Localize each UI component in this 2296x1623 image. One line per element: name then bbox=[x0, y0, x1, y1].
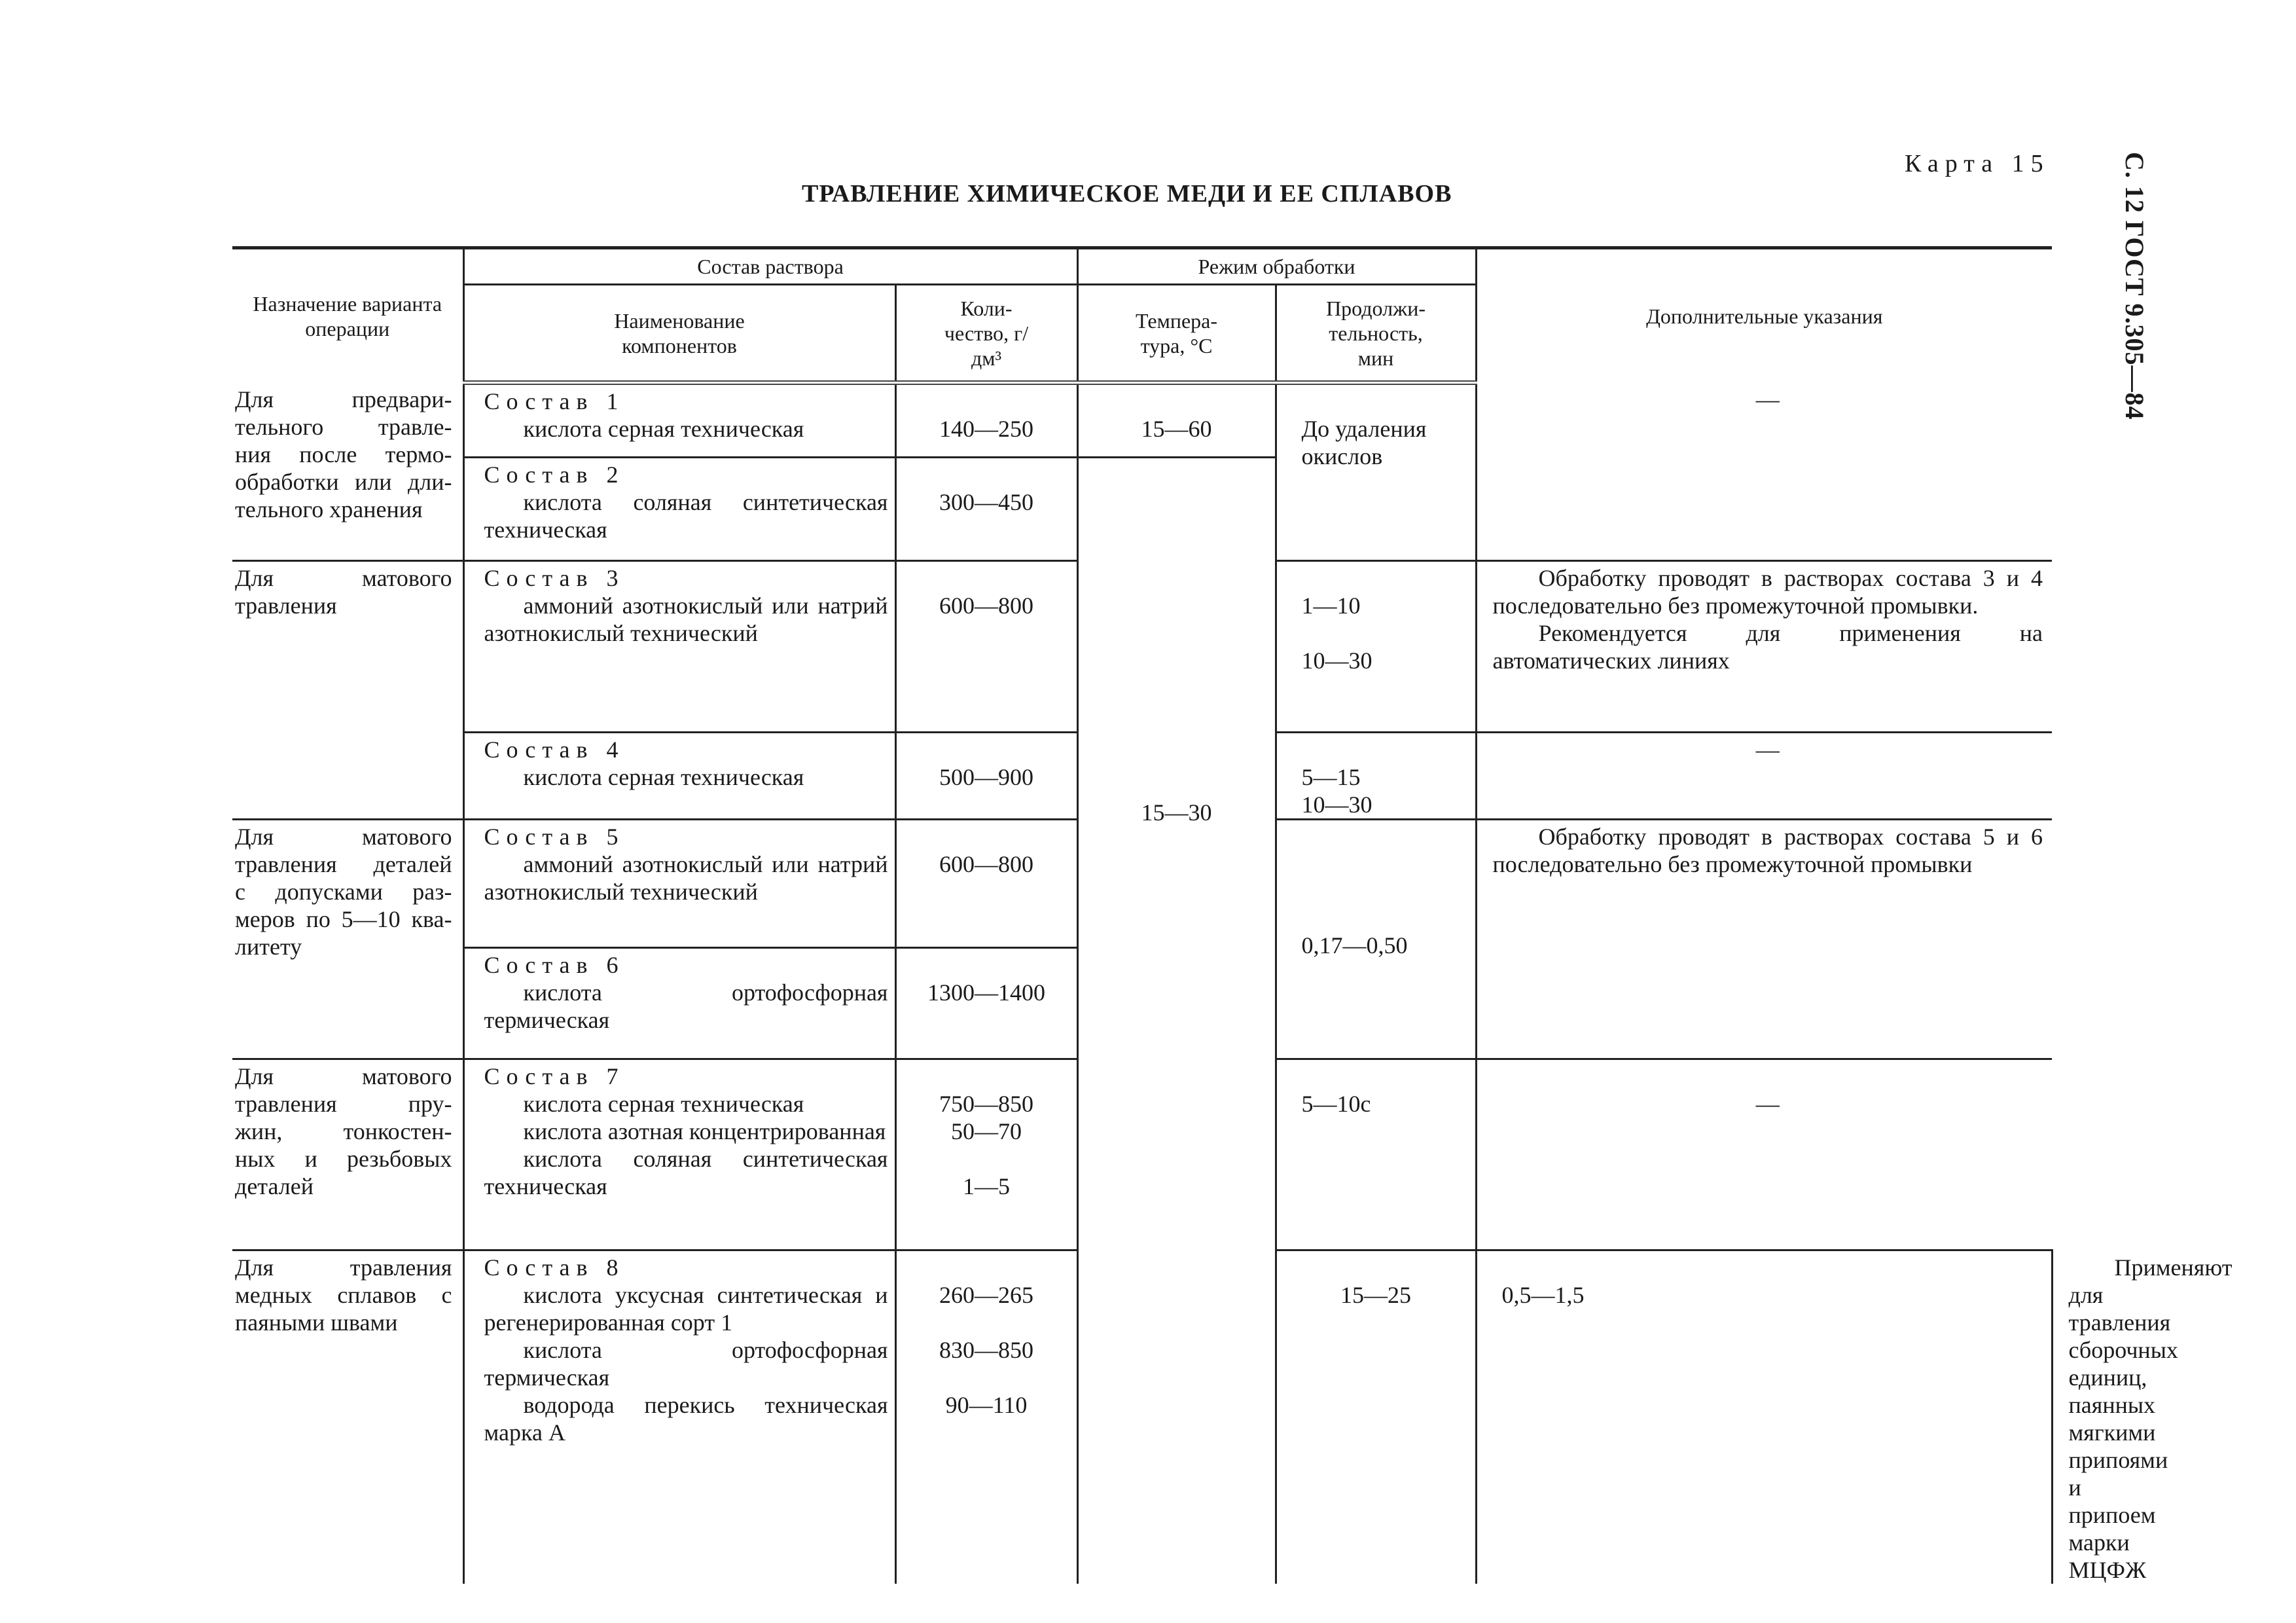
composition-cell: Состав 4 кислота серная техническая bbox=[463, 733, 895, 820]
duration-cell: 1—10 10—30 bbox=[1276, 561, 1476, 733]
quantity-cell: 140—250 bbox=[895, 383, 1077, 458]
card-label: Карта 15 bbox=[1905, 150, 2050, 177]
composition-cell: Состав 8 кислота уксусная синтетическая и регенерированная сорт 1 кислота ортофосфорная термическая водорода перекись техническая марка А bbox=[463, 1250, 895, 1584]
quantity-cell: 600—800 bbox=[895, 820, 1077, 948]
header-solution-group: Состав раствора bbox=[463, 248, 1077, 285]
quantity-cell: 300—450 bbox=[895, 458, 1077, 561]
quantity-cell: 260—265 830—850 90—110 bbox=[895, 1250, 1077, 1584]
composition-cell: Состав 1 кислота серная техническая bbox=[463, 383, 895, 458]
temperature-cell: 15—60 bbox=[1077, 383, 1276, 458]
purpose-cell: Для предвари- тельного травле- ния после термо- обработки или дли- тельного хранения bbox=[232, 383, 463, 561]
header-temperature: Темпера- тура, °С bbox=[1077, 285, 1276, 383]
composition-cell: Состав 2 кислота соляная синтетическая техническая bbox=[463, 458, 895, 561]
quantity-cell: 750—850 50—70 1—5 bbox=[895, 1059, 1077, 1250]
notes-cell: — bbox=[1476, 733, 2052, 820]
composition-cell: Состав 6 кислота ортофосфорная термическая bbox=[463, 948, 895, 1059]
notes-cell: Обработку проводят в растворах состава 5 и 6 последовательно без промежуточной промывки bbox=[1476, 820, 2052, 1059]
header-components: Наименование компонентов bbox=[463, 285, 895, 383]
temperature-cell: 15—25 bbox=[1276, 1250, 1476, 1584]
header-notes: Дополнительные указания bbox=[1476, 248, 2052, 383]
quantity-cell: 600—800 bbox=[895, 561, 1077, 733]
composition-cell: Состав 5 аммоний азотнокислый или натрий азотнокислый технический bbox=[463, 820, 895, 948]
quantity-cell: 500—900 bbox=[895, 733, 1077, 820]
duration-cell: До удаления окислов bbox=[1276, 383, 1476, 561]
header-mode-group: Режим обработки bbox=[1077, 248, 1476, 285]
duration-cell: 0,5—1,5 bbox=[1476, 1250, 2052, 1584]
header-quantity: Коли- чество, г/дм³ bbox=[895, 285, 1077, 383]
duration-cell: 5—15 10—30 bbox=[1276, 733, 1476, 820]
header-duration: Продолжи- тельность, мин bbox=[1276, 285, 1476, 383]
duration-cell: 5—10с bbox=[1276, 1059, 1476, 1250]
purpose-cell: Для травления медных сплавов с паяными швами bbox=[232, 1250, 463, 1584]
composition-cell: Состав 3 аммоний азотнокислый или натрий азотнокислый технический bbox=[463, 561, 895, 733]
quantity-cell: 1300—1400 bbox=[895, 948, 1077, 1059]
notes-cell: — bbox=[1476, 383, 2052, 561]
purpose-cell: Для матового травления bbox=[232, 561, 463, 820]
duration-cell: 0,17—0,50 bbox=[1276, 820, 1476, 1059]
notes-cell: — bbox=[1476, 1059, 2052, 1250]
header-purpose: Назначение варианта операции bbox=[232, 248, 463, 383]
temperature-cell: 15—30 bbox=[1077, 458, 1276, 1584]
purpose-cell: Для матового травления деталей с допусками раз- меров по 5—10 ква- литету bbox=[232, 820, 463, 1059]
notes-cell: Обработку проводят в растворах состава 3 и 4 последовательно без промежуточной промывки. Рекомендуется для применения на автоматических линиях bbox=[1476, 561, 2052, 733]
purpose-cell: Для матового травления пру- жин, тонкостен- ных и резьбовых деталей bbox=[232, 1059, 463, 1250]
composition-cell: Состав 7 кислота серная техническая кислота азотная концентрированная кислота соляная синтетическая техническая bbox=[463, 1059, 895, 1250]
etching-table: Назначение варианта операции Состав раствора Режим обработки Дополнительные указания Наименование компонентов Коли- чество, г/дм³ Темпера- тура, °С Продолжи- тельность, мин Для предвари- тельного травле- ния после термо- обработки или дли- тельного хранения Состав 1 кислота серная техническая 140—250 15—60 До удаления окислов — Состав 2 кислота соляная синтетическая техническая 300—450 15—30 Для матового травления Состав 3 аммоний азотнокислый или натрий азотнокислый технический 600—800 1—10 10—30 Обработку проводят в растворах состава 3 и 4 последовательно без промежуточной промывки. Рекомендуется для применения на автоматических линиях Состав 4 кислота серная техническая 500—900 5—15 10—30 — Для матового травления деталей с допусками раз- меров по 5—10 ква- литету Состав 5 аммоний азотнокислый или натрий азотнокислый технический 600—800 0,17—0,50 Обработку проводят в растворах состава 5 и 6 последовательно без промежуточной промывки Состав 6 кислота ортофосфорная термическая 1300—1400 Для матового травления пру- жин, тонкостен- ных и резьбовых деталей Состав 7 кислота серная техническая кислота азотная концентрированная кислота соляная синтетическая техническая 750—850 50—70 1—5 5—10с — Для травления медных сплавов с паяными швами Состав 8 кислота уксусная синтетическая и регенерированная сорт 1 кислота ортофосфорная термическая водорода перекись техническая марка А 260—265 830—850 90—110 15—25 0,5—1,5 Применяют для травления сборочных единиц, паянных мягкими припоями и припоем марки МЦФЖ bbox=[232, 246, 2052, 1584]
page-title: ТРАВЛЕНИЕ ХИМИЧЕСКОЕ МЕДИ И ЕЕ СПЛАВОВ bbox=[802, 180, 1452, 208]
side-page-reference: С. 12 ГОСТ 9.305—84 bbox=[2120, 152, 2149, 420]
